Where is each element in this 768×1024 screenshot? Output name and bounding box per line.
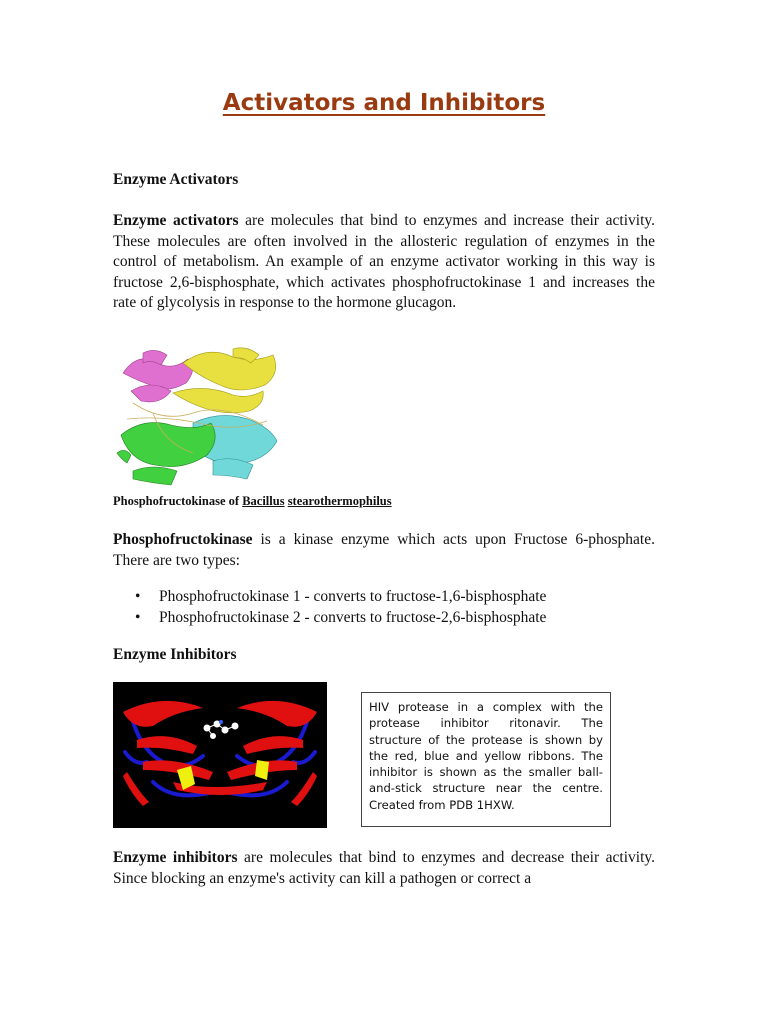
bacillus-link[interactable]: Bacillus [242, 494, 285, 508]
stearothermophilus-link[interactable]: stearothermophilus [287, 494, 392, 508]
list-item: • Phosphofructokinase 1 - converts to fructose-1,6-bisphosphate [135, 588, 547, 605]
activators-text: are molecules that bind to enzymes and increase their activity. These molecules are often involved in the allosteric regulation of enzymes in the control of metabolism. An example of an enzyme activator working in this way is fructose 2,6-bisphosphate, which activates phosphofructokinase 1 and increases the rate of glycolysis in response to the hormone glucagon. [113, 212, 655, 311]
bullet-icon: • [135, 588, 141, 605]
pfk-term: Phosphofructokinase [113, 531, 253, 548]
pfk-text: is a kinase enzyme which acts upon Fructose 6-phosphate. There are two types: [113, 531, 655, 569]
heading-enzyme-activators: Enzyme Activators [113, 171, 239, 188]
list-item: • Phosphofructokinase 2 - converts to fructose-2,6-bisphosphate [135, 609, 547, 626]
bullet-icon: • [135, 609, 141, 626]
hiv-figure-caption: HIV protease in a complex with the protease inhibitor ritonavir. The structure of the protease is shown by the red, blue and yellow ribbons. The inhibitor is shown as the smaller ball-and-stick structure near the centre. Created from PDB 1HXW. [361, 692, 611, 827]
inhibitors-paragraph [113, 848, 655, 889]
caption-prefix: Phosphofructokinase of [113, 494, 243, 508]
heading-enzyme-inhibitors: Enzyme Inhibitors [113, 646, 237, 663]
hiv-protease-structure-image [113, 682, 327, 828]
pfk-paragraph [113, 530, 655, 571]
page-title: Activators and Inhibitors [222, 90, 546, 116]
activators-paragraph [113, 211, 655, 314]
phosphofructokinase-structure-image [113, 343, 285, 493]
pfk-types-list [113, 586, 546, 628]
figure-caption-pfk [113, 494, 392, 509]
inhibitors-text: are molecules that bind to enzymes and decrease their activity. Since blocking an enzyme's activity can kill a pathogen or correct a [113, 849, 656, 887]
activators-term: Enzyme activators [113, 212, 239, 229]
inhibitors-term: Enzyme inhibitors [113, 849, 238, 866]
